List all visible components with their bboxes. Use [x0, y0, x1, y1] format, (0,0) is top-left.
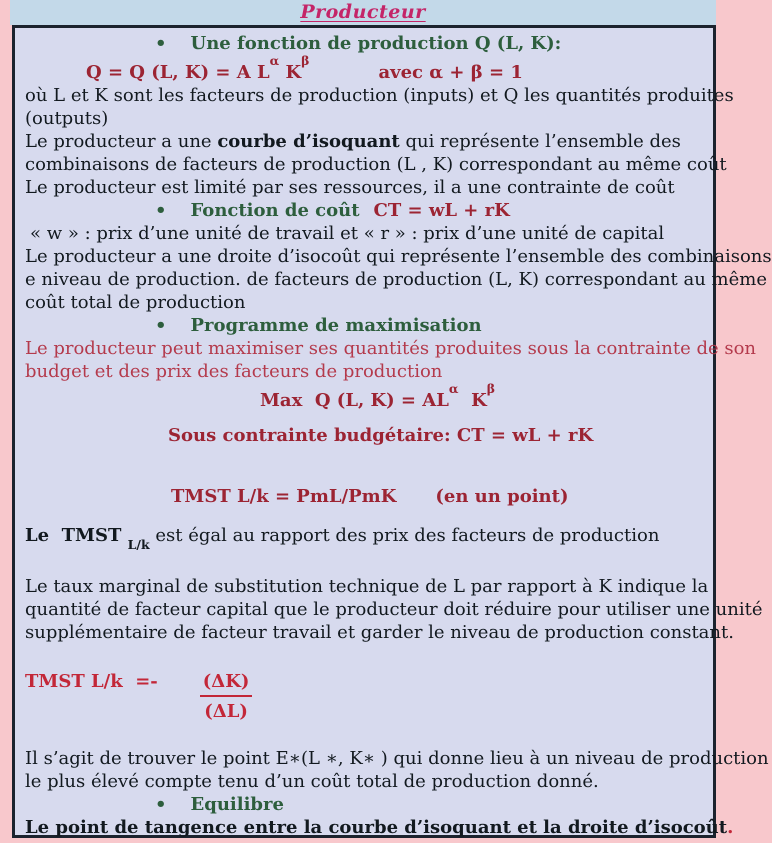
cost-heading-line	[155, 199, 709, 222]
tmst-formula-line	[171, 485, 709, 508]
max-formula	[260, 383, 709, 412]
isoquant-term: courbe d’isoquant	[217, 131, 400, 152]
cost-formula: CT = wL + rK	[373, 200, 510, 221]
isoquant-post: qui représente l’ensemble des	[399, 131, 681, 152]
maximisation-intro-line-1: Le producteur peut maximiser ses quantités produites sous la contrainte de son	[25, 338, 757, 359]
tmst-fraction-lhs: TMST L/k =-	[25, 670, 158, 692]
tmst-explain-line-1: Le taux marginal de substitution technique de L par rapport à K indique la	[25, 575, 709, 597]
tmst-fraction-formula	[25, 670, 709, 723]
tmst-explain-line-3: supplémentaire de facteur travail et garder le niveau de production constant.	[25, 621, 734, 643]
bullet-icon: •	[155, 33, 167, 54]
beta-superscript: β	[301, 53, 310, 68]
tmst-definition	[25, 524, 709, 553]
fraction-numerator: (ΔK)	[200, 670, 253, 697]
production-formula	[86, 55, 709, 84]
tmst-explain-line-2: quantité de facteur capital que le producteur doit réduire pour utiliser une unité	[25, 598, 763, 620]
fraction-denominator: (ΔL)	[204, 700, 248, 722]
equilibre-statement	[25, 816, 734, 839]
page-title: Producteur	[300, 1, 426, 23]
equilibre-statement-text: Le point de tangence entre la courbe d’isoquant et la droite d’isocoût	[25, 816, 728, 838]
bullet-icon: •	[155, 793, 167, 815]
constraint-note: Le producteur est limité par ses ressources, il a une contrainte de coût	[25, 177, 675, 198]
inputs-note-line-2: (outputs)	[25, 108, 109, 129]
budget-constraint: Sous contrainte budgétaire: CT = wL + rK	[168, 425, 594, 446]
maximisation-heading-line	[155, 314, 709, 337]
maximisation-heading: Programme de maximisation	[190, 315, 482, 336]
isoquant-line-1	[25, 130, 709, 153]
content-sheet	[12, 25, 772, 838]
production-formula-k: K	[279, 62, 302, 83]
max-formula-lhs: Max Q (L, K) = AL	[260, 390, 449, 411]
production-formula-lhs: Q = Q (L, K) = A L	[86, 62, 270, 83]
equilibre-period: .	[727, 816, 734, 838]
prices-note: « w » : prix d’une unité de travail et « r » : prix d’une unité de capital	[30, 223, 665, 244]
beta-superscript: β	[486, 381, 496, 396]
max-formula-k: K	[458, 390, 487, 411]
maximisation-intro-line-2: budget et des prix des facteurs de production	[25, 361, 443, 382]
bullet-icon: •	[155, 200, 167, 221]
tmst-formula: TMST L/k = PmL/PmK	[171, 486, 397, 507]
tmst-definition-lead: Le TMST	[25, 525, 128, 546]
bullet-icon: •	[155, 315, 167, 336]
alpha-superscript: α	[448, 381, 459, 396]
tmst-note: (en un point)	[435, 486, 569, 507]
optimum-line-2: le plus élevé compte tenu d’un coût total de production donné.	[25, 770, 599, 792]
isocost-line-2: e niveau de production. de facteurs de production (L, K) correspondant au même	[25, 269, 767, 290]
tmst-definition-rest: est égal au rapport des prix des facteurs de production	[149, 525, 660, 546]
inputs-note-line-1: où L et K sont les facteurs de production (inputs) et Q les quantités produites	[25, 85, 734, 106]
production-heading-line	[155, 32, 709, 55]
isoquant-line-2: combinaisons de facteurs de production (L , K) correspondant au même coût	[25, 154, 727, 175]
production-heading: Une fonction de production Q (L, K):	[190, 33, 562, 54]
optimum-line-1: Il s’agit de trouver le point E∗(L ∗, K∗ ) qui donne lieu à un niveau de production	[25, 747, 769, 769]
delta-fraction	[200, 670, 253, 723]
alpha-superscript: α	[269, 53, 280, 68]
equilibre-heading-line	[155, 793, 709, 816]
equilibre-heading: Equilibre	[190, 793, 284, 815]
isocost-line-1: Le producteur a une droite d’isocoût qui représente l’ensemble des combinaisons	[25, 246, 772, 267]
isoquant-pre: Le producteur a une	[25, 131, 218, 152]
cost-heading: Fonction de coût	[190, 200, 360, 221]
header	[10, 0, 716, 25]
tmst-subscript: L/k	[127, 536, 150, 552]
production-formula-condition: avec α + β = 1	[378, 62, 523, 83]
isocost-line-3: coût total de production	[25, 292, 246, 313]
